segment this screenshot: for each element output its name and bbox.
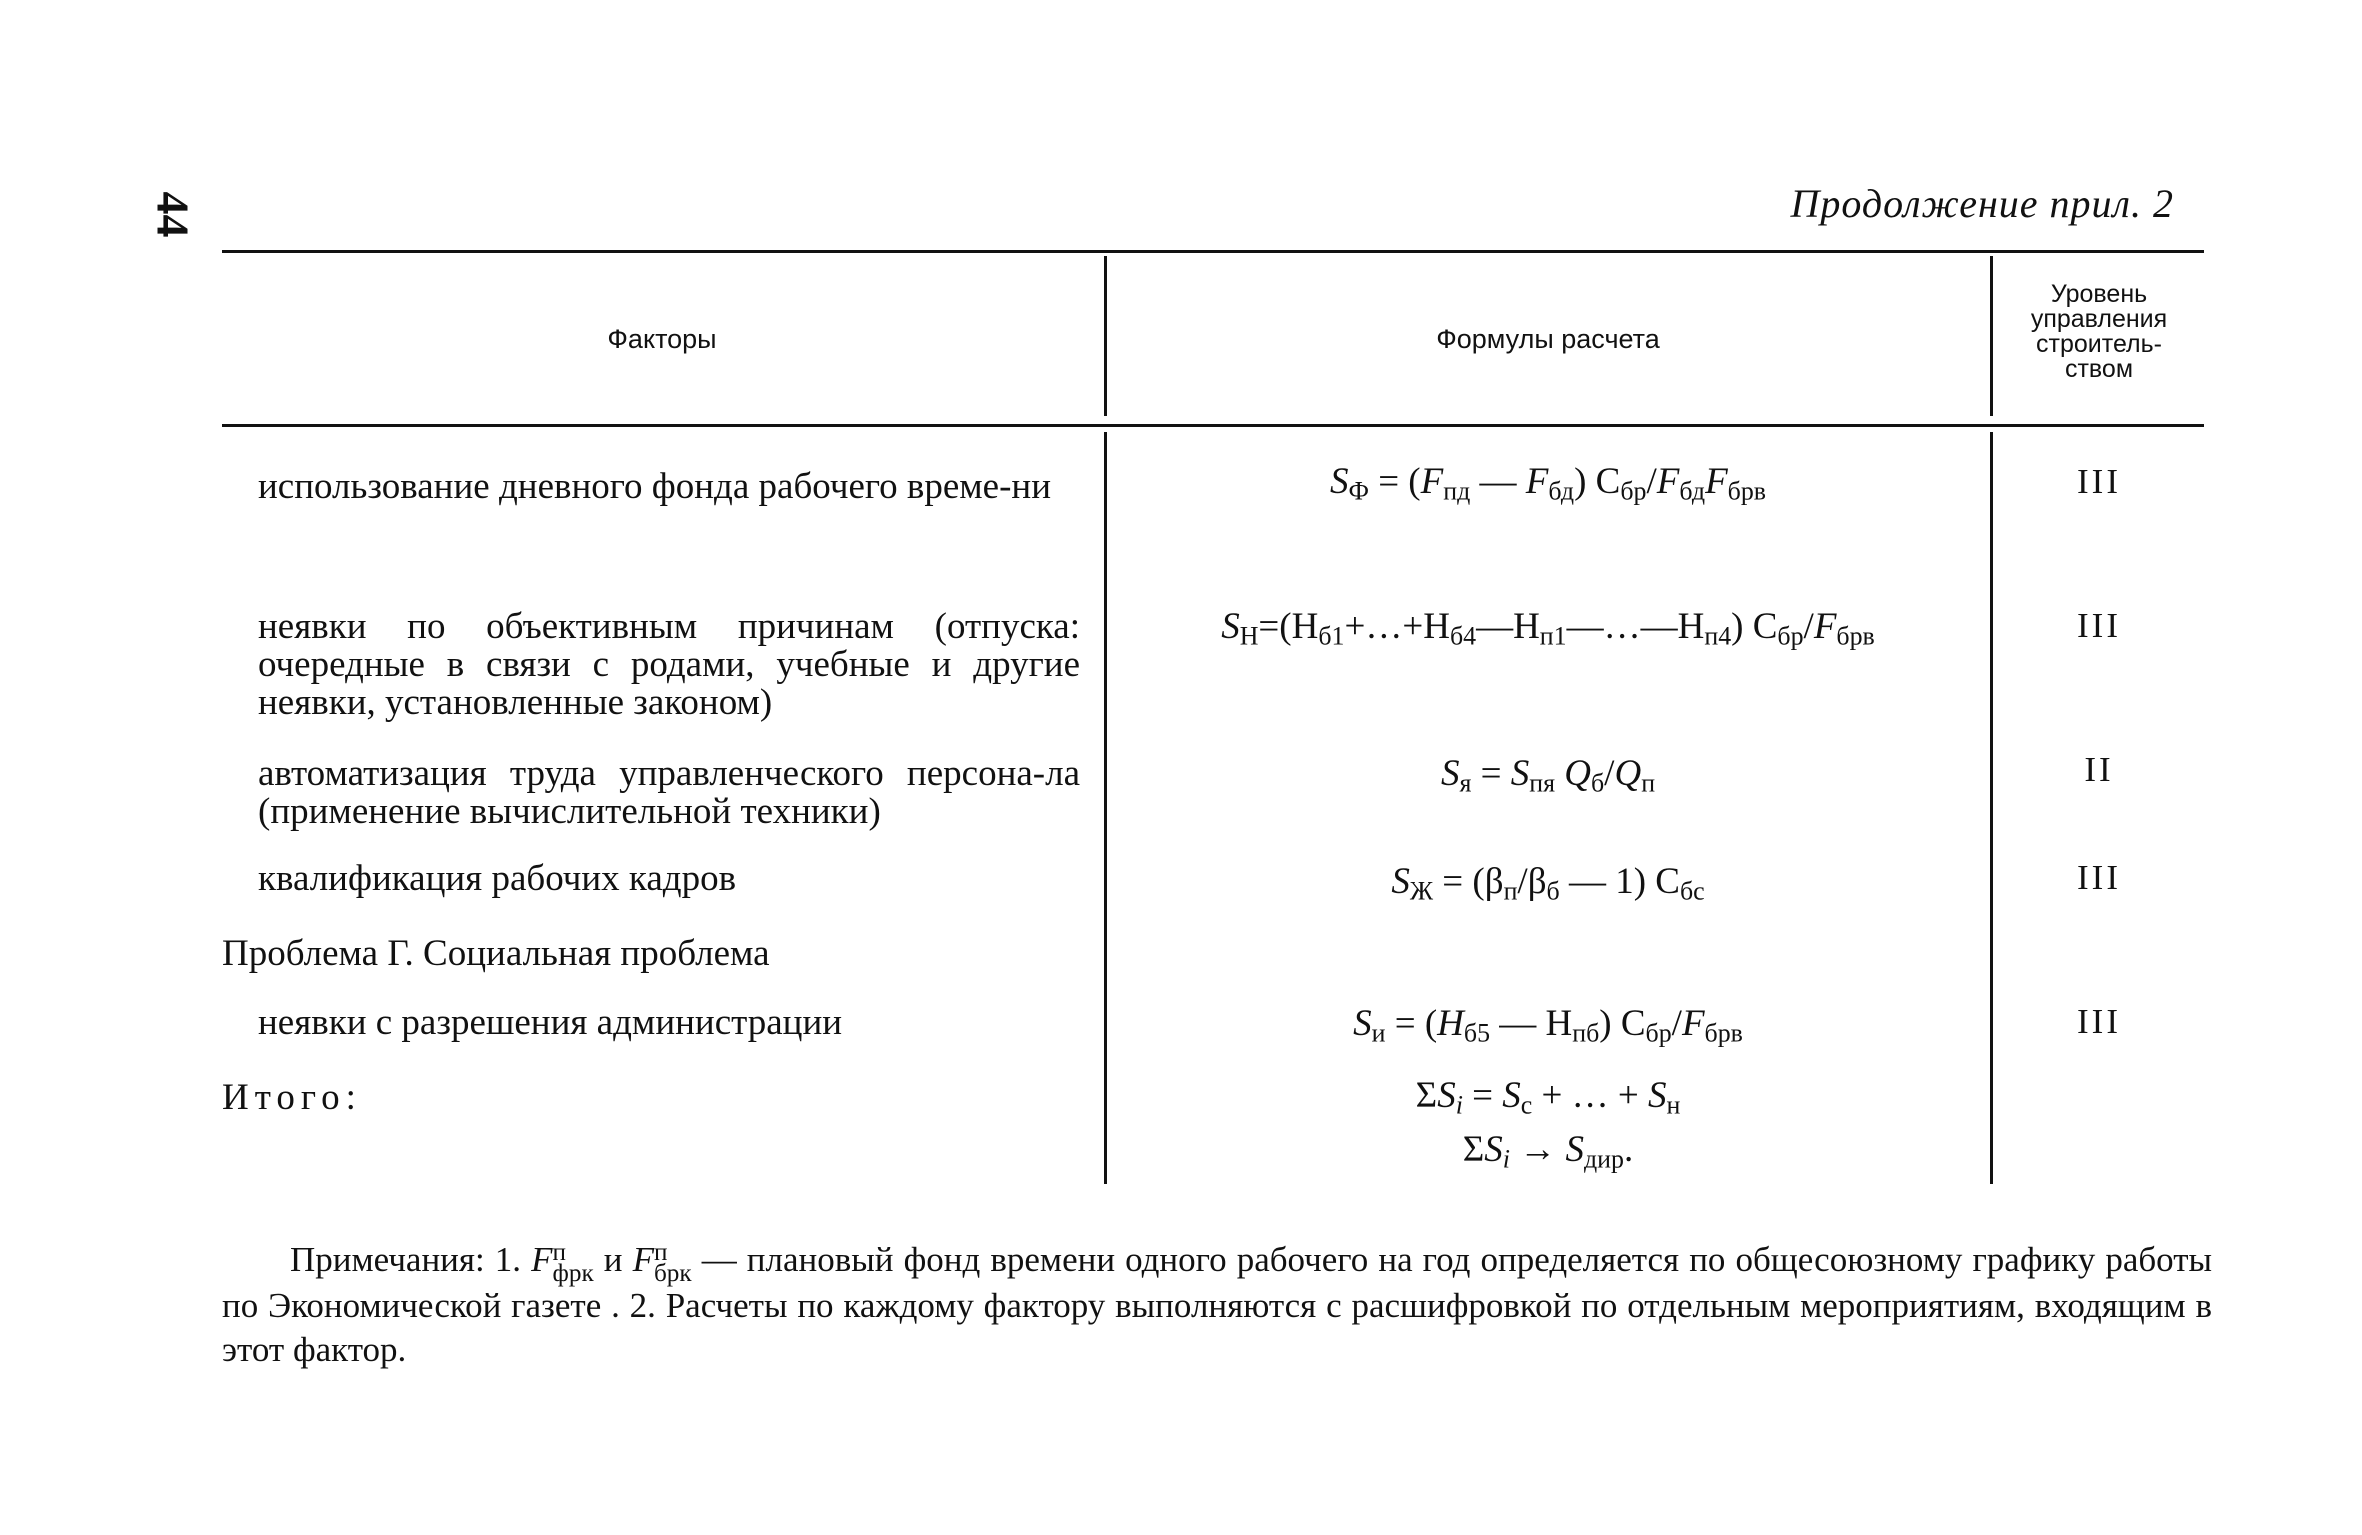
header-level-line-2: управления — [2030, 305, 2168, 333]
level-row-3: II — [2084, 750, 2114, 789]
factor-row-3: автоматизация труда управленческого персона-ла (применение вычислительной техники) — [258, 753, 1080, 833]
header-formulas: Формулы расчета — [1436, 324, 1660, 354]
factor-row-4: квалификация рабочих кадров — [258, 858, 737, 899]
table-header-rule — [222, 424, 2204, 427]
level-row-6: III — [2077, 1002, 2121, 1041]
total-formula-1: $\Sigma S_i = S_с$ + … + $S_н$ — [1415, 1075, 1681, 1120]
level-row-4: III — [2077, 858, 2121, 897]
header-level-line-3: строитель- — [2036, 330, 2162, 358]
column-divider-2-body — [1990, 432, 1993, 1184]
notes-paragraph: Примечания: 1. Fп фрк и Fп брк — плановый фонд времени одного рабочего на год определяется по общесоюзному графику работы по Экономической газете . 2. Расчеты по каждому фактору выполняются с расшифровкой по отдельным мероприятиям, входящим в этот фактор. — [222, 1238, 2213, 1370]
formula-row-2: $S_Н=(Н_{б1}+\dots+Н_{б4}—Н_{п1}—\dots—Н_{п4})$ $С_{бр}/F_{брв}$ — [1221, 606, 1875, 651]
total-formula-2: $\Sigma S_i \to S_{дир}$. — [1462, 1129, 1634, 1174]
notes-prefix: Примечания: 1. — [290, 1240, 522, 1279]
formula-row-1: $S_Ф = (F_{пд}$ — $F_{бд}$) $С_{бр}/F_{бд}F_{брв}$ — [1329, 461, 1767, 506]
level-row-2: III — [2077, 606, 2121, 645]
header-level-line-4: ством — [2064, 355, 2134, 383]
level-row-1: III — [2077, 462, 2121, 501]
factor-row-6: неявки с разрешения администрации — [258, 1002, 843, 1043]
continuation-caption: Продолжение прил. 2 — [1790, 181, 2174, 226]
header-level — [1994, 282, 2204, 382]
header-level-line-1: Уровень — [2050, 280, 2148, 308]
formula-row-4: $S_Ж = (\beta_п/\beta_б$ — 1) $С_{бс}$ — [1391, 861, 1705, 906]
header-factors: Факторы — [607, 324, 717, 354]
column-divider-1 — [1104, 256, 1107, 416]
notes-conjunction: и — [603, 1240, 623, 1279]
column-divider-1-body — [1104, 432, 1107, 1184]
column-divider-2 — [1990, 256, 1993, 416]
notes-text: — плановый фонд времени одного рабочего на год определяется по общесоюзному графику работы по Экономической газете . 2. Расчеты по каждому фактору выполняются с расшифровкой по отдельным мероприятиям, входящим в этот фактор. — [222, 1240, 2213, 1370]
problem-heading: Проблема Г. Социальная проблема — [222, 933, 770, 974]
total-label: Итого: — [222, 1077, 362, 1118]
page-number: 44 — [147, 191, 199, 238]
factor-row-2: неявки по объективным причинам (отпуска: очередные в связи с родами, учебные и другие неявки, установленные законом) — [258, 606, 1080, 724]
formula-row-3: $S_я = S_{пя}$ $Q_б/Q_п$ — [1440, 753, 1656, 798]
table-top-rule — [222, 250, 2204, 253]
formula-row-6: $S_и = (Н_{б5}$ — $Н_{пб}$) $С_{бр}/F_{брв}$ — [1353, 1003, 1743, 1048]
factor-row-1: использование дневного фонда рабочего време-ни — [258, 466, 1052, 507]
